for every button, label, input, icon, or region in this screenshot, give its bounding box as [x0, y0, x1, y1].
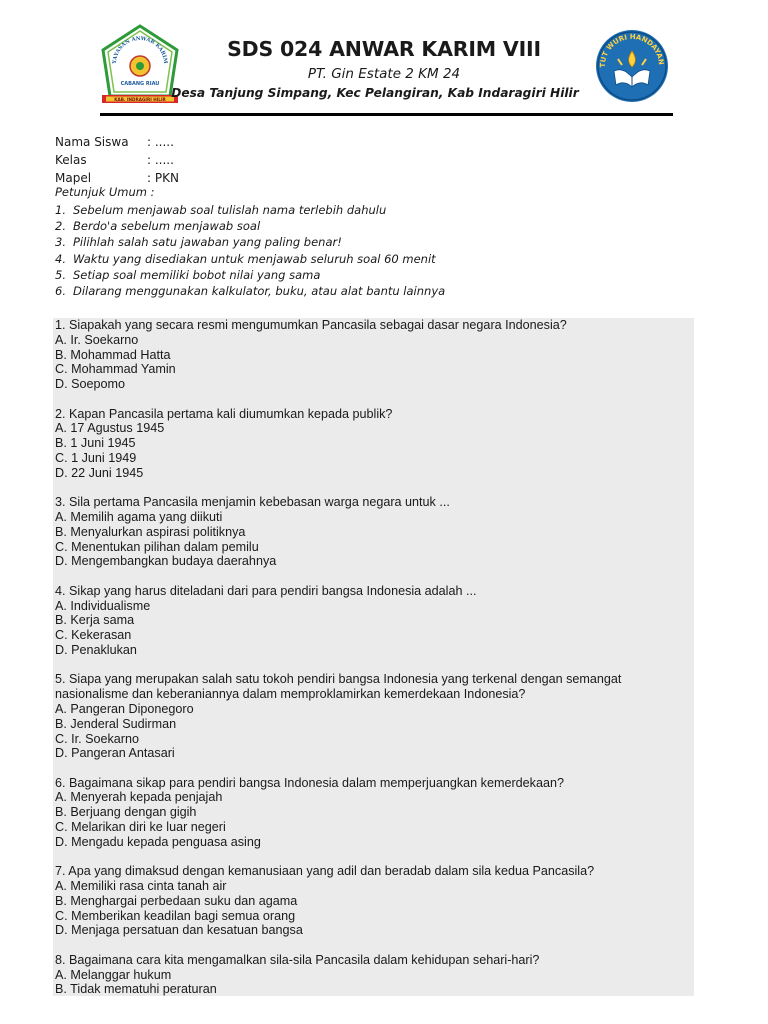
question-text: 3. Sila pertama Pancasila menjamin kebebasan warga negara untuk ...	[55, 495, 450, 510]
option-a: A. Pangeran Diponegoro	[55, 701, 194, 716]
student-identity	[55, 133, 179, 187]
option-b: B. 1 Juni 1945	[55, 436, 136, 451]
question-6	[53, 776, 694, 850]
logo-arc-text: YAYASAN ANWAR KARIM	[111, 35, 169, 64]
option-d: D. 22 Juni 1945	[55, 465, 144, 480]
identity-label: Kelas	[55, 153, 87, 167]
question-1	[53, 318, 694, 392]
option-d: D. Mengembangkan budaya daerahnya	[55, 554, 277, 569]
option-a: A. Menyerah kepada penjajah	[55, 790, 223, 805]
option-a: A. 17 Agustus 1945	[55, 421, 165, 436]
tut-wuri-handayani-icon	[592, 29, 672, 103]
option-d: D. Pangeran Antasari	[55, 746, 175, 761]
question-3	[53, 495, 694, 569]
option-b: B. Menghargai perbedaan suku dan agama	[55, 893, 298, 908]
option-c: C. Menentukan pilihan dalam pemilu	[55, 539, 259, 554]
option-a: A. Individualisme	[55, 598, 151, 613]
question-2	[53, 407, 694, 481]
instruction-text: Dilarang menggunakan kalkulator, buku, atau alat bantu lainnya	[73, 283, 446, 298]
instruction-item	[55, 267, 445, 283]
question-text: 1. Siapakah yang secara resmi mengumumkan Pancasila sebagai dasar negara Indonesia?	[55, 318, 567, 332]
option-c: C. Memberikan keadilan bagi semua orang	[55, 908, 296, 923]
question-text: 5. Siapa yang merupakan salah satu tokoh pendiri bangsa Indonesia yang terkenal dengan semangat nasionalisme dan keberaniannya dalam memproklamirkan kemerdekaan Indonesia?	[55, 672, 622, 702]
header-divider	[100, 113, 673, 116]
question-text: 4. Sikap yang harus diteladani dari para pendiri bangsa Indonesia adalah ...	[55, 583, 477, 598]
option-a: A. Melanggar hukum	[55, 967, 172, 982]
identity-value: : .....	[147, 153, 174, 167]
school-address: PT. Gin Estate 2 KM 24	[307, 66, 461, 82]
instruction-number: 4.	[55, 251, 66, 266]
instruction-number: 1.	[55, 203, 66, 217]
option-d: D. Menjaga persatuan dan kesatuan bangsa	[55, 923, 303, 938]
school-name: SDS 024 ANWAR KARIM VIII	[227, 37, 541, 61]
identity-label: Nama Siswa	[55, 135, 129, 149]
instruction-item	[55, 283, 445, 299]
identity-row-class	[55, 151, 179, 169]
option-c: C. Melarikan diri ke luar negeri	[55, 820, 226, 835]
question-4	[53, 584, 694, 658]
option-b: B. Berjuang dengan gigih	[55, 805, 197, 820]
document-header	[0, 0, 768, 120]
option-c: C. Mohammad Yamin	[55, 362, 176, 377]
instruction-item	[55, 202, 445, 218]
instruction-text: Pilihlah salah satu jawaban yang paling benar!	[73, 235, 342, 250]
instruction-text: Berdo'a sebelum menjawab soal	[73, 219, 261, 234]
emblem-arc-text: TUT WURI HANDAYAN	[598, 32, 666, 68]
question-5	[53, 672, 694, 761]
option-c: C. Ir. Soekarno	[55, 731, 139, 746]
question-text: 7. Apa yang dimaksud dengan kemanusiaan yang adil dan beradab dalam sila kedua Pancasila?	[55, 864, 595, 879]
identity-label: Mapel	[55, 171, 92, 185]
instruction-item	[55, 251, 445, 267]
option-c: C. Kekerasan	[55, 628, 132, 643]
instructions-list	[55, 202, 445, 299]
question-8	[53, 953, 694, 996]
instruction-number: 2.	[55, 219, 66, 234]
instruction-item	[55, 218, 445, 234]
instruction-number: 5.	[55, 267, 66, 282]
logo-ribbon-text: KAB. INDRAGIRI HILIR	[114, 96, 166, 102]
question-list	[53, 318, 694, 996]
option-b: B. Kerja sama	[55, 613, 135, 628]
identity-value: : .....	[147, 135, 174, 149]
instruction-item	[55, 234, 445, 250]
school-location: Desa Tanjung Simpang, Kec Pelangiran, Kab Indaragiri Hilir	[171, 86, 579, 100]
option-d: D. Penaklukan	[55, 642, 137, 657]
question-7	[53, 864, 694, 938]
option-d: D. Soepomo	[55, 377, 126, 392]
instructions-title: Petunjuk Umum :	[55, 185, 155, 199]
option-a: A. Memilih agama yang diikuti	[55, 509, 223, 524]
instruction-text: Sebelum menjawab soal tulislah nama terlebih dahulu	[73, 203, 387, 217]
option-d: D. Mengadu kepada penguasa asing	[55, 834, 261, 849]
option-b: B. Tidak mematuhi peraturan	[55, 982, 217, 996]
question-text: 6. Bagaimana sikap para pendiri bangsa Indonesia dalam memperjuangkan kemerdekaan?	[55, 775, 564, 790]
instruction-text: Setiap soal memiliki bobot nilai yang sama	[73, 267, 321, 282]
question-text: 8. Bagaimana cara kita mengamalkan sila-sila Pancasila dalam kehidupan sehari-hari?	[55, 952, 540, 967]
identity-value: : PKN	[147, 171, 179, 185]
option-a: A. Ir. Soekarno	[55, 332, 139, 347]
logo-branch-text: CABANG RIAU	[120, 81, 160, 87]
instruction-text: Waktu yang disediakan untuk menjawab seluruh soal 60 menit	[73, 251, 436, 266]
option-a: A. Memiliki rasa cinta tanah air	[55, 879, 227, 894]
option-b: B. Mohammad Hatta	[55, 347, 171, 362]
option-b: B. Menyalurkan aspirasi politiknya	[55, 524, 246, 539]
option-b: B. Jenderal Sudirman	[55, 716, 177, 731]
instruction-number: 3.	[55, 235, 66, 250]
option-c: C. 1 Juni 1949	[55, 450, 137, 465]
question-text: 2. Kapan Pancasila pertama kali diumumkan kepada publik?	[55, 406, 393, 421]
identity-row-name	[55, 133, 179, 151]
instruction-number: 6.	[55, 283, 66, 298]
